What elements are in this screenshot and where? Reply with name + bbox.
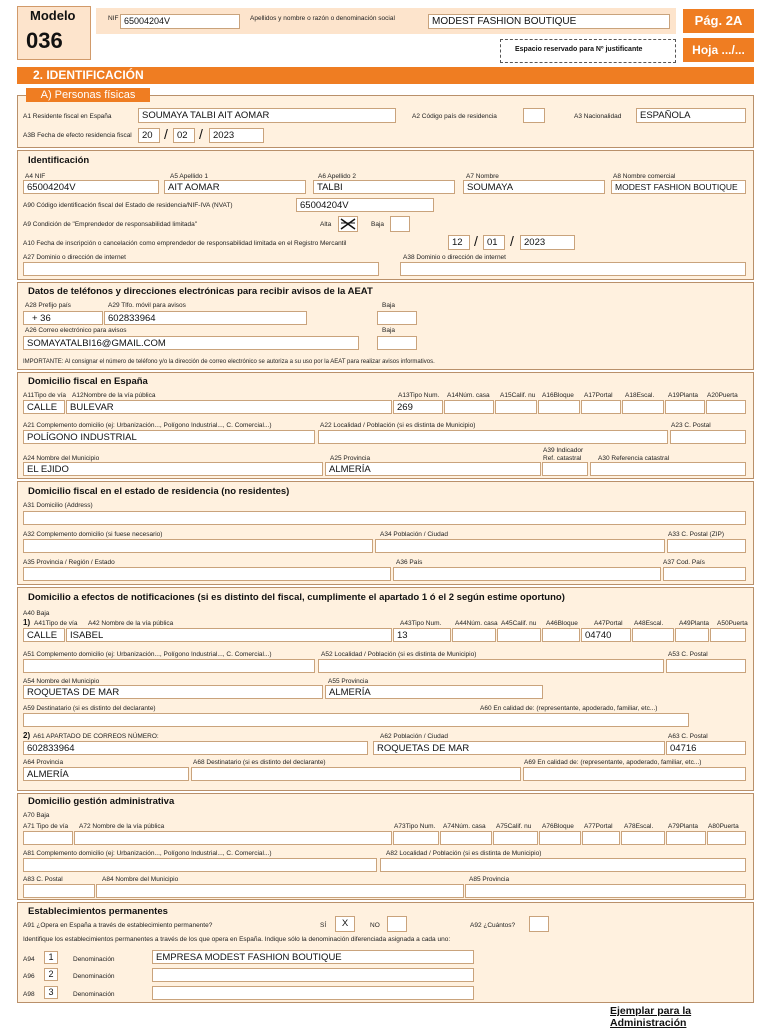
a63-field[interactable]: 04716 [666,741,746,755]
a71-label: A71 Tipo de vía [23,823,69,830]
si-checkbox[interactable]: X [335,916,355,932]
a8-label: A8 Nombre comercial [613,173,676,180]
a45-label: A45Calif. nu [501,620,537,627]
a21-label: A21 Complemento domicilio (ej: Urbanización..., Polígono Industrial..., C. Comercial...) [23,422,272,429]
row-number-1: 1 [44,951,58,964]
a33-label: A33 C. Postal (ZIP) [668,531,724,538]
a73-field[interactable] [393,831,439,845]
a72-label: A72 Nombre de la vía pública [79,823,165,830]
a46-label: A46Bloque [546,620,578,627]
a92-label: A92 ¿Cuántos? [470,922,516,929]
a13-label: A13Tipo Num. [398,392,440,399]
a31-label: A31 Domicilio (Address) [23,502,93,509]
no-label: NO [370,922,380,929]
a10-year[interactable]: 2023 [520,235,575,250]
alta-checkbox[interactable] [338,216,358,232]
section-title: 2. IDENTIFICACIÓN [17,67,754,84]
a10-label: A10 Fecha de inscripción o cancelación como emprendedor de responsabilidad limitada en el Registro Mercantil [23,240,347,247]
a41-field[interactable]: CALLE [23,628,65,642]
a28-field[interactable]: + 36 [23,311,103,325]
a81-field[interactable] [23,858,377,872]
a68-label: A68 Destinatario (si es distinto del declarante) [193,759,326,766]
a29-label: A29 Tlfo. móvil para avisos [108,302,186,309]
a74-label: A74Núm. casa [443,823,486,830]
a79-label: A79Planta [668,823,698,830]
a52-field[interactable] [318,659,664,673]
a45-field[interactable] [497,628,541,642]
a59-label: A59 Destinatario (si es distinto del declarante) [23,705,156,712]
a51-label: A51 Complemento domicilio (ej: Urbanización..., Polígono Industrial..., C. Comercial...) [23,651,272,658]
a11-field[interactable]: CALLE [23,400,65,414]
a43-field[interactable]: 13 [393,628,451,642]
a12-label: A12Nombre de la vía pública [72,392,156,399]
baja-checkbox[interactable] [390,216,410,232]
a52-label: A52 Localidad / Población (si es distinta de Municipio) [321,651,477,658]
a64-field[interactable]: ALMERÍA [23,767,189,781]
a29-baja-checkbox[interactable] [377,311,417,325]
no-checkbox[interactable] [387,916,407,932]
a15-label: A15Calif. nu [500,392,536,399]
a1-field[interactable]: SOUMAYA TALBI AIT AOMAR [138,108,396,123]
a73-label: A73Tipo Num. [394,823,436,830]
a42-field[interactable]: ISABEL [66,628,392,642]
a10-day[interactable]: 12 [448,235,470,250]
a94-code: A94 [23,956,35,963]
modelo-label: Modelo [30,8,76,23]
option-2-label: 2) [23,731,31,740]
a6-field[interactable]: TALBI [313,180,455,194]
a83-field[interactable] [23,884,95,898]
a69-label: A69 En calidad de: (representante, apoderado, familiar, etc...) [524,759,702,766]
a22-field[interactable] [318,430,668,444]
a23-field[interactable] [670,430,746,444]
a15-field[interactable] [495,400,537,414]
baja-label: Baja [382,302,396,309]
denominacion-label: Denominación [73,956,115,963]
a79-field[interactable] [666,831,706,845]
date-slash: / [474,233,478,249]
a24-field[interactable]: EL EJIDO [23,462,323,476]
a76-field[interactable] [539,831,581,845]
a98-code: A98 [23,991,35,998]
reserved-label: Espacio reservado para Nº justificante [515,46,643,53]
a77-field[interactable] [582,831,620,845]
a59-field[interactable] [23,713,689,727]
a14-field[interactable] [444,400,494,414]
a90-field[interactable]: 65004204V [296,198,434,212]
a75-label: A75Calif. nu [496,823,532,830]
a75-field[interactable] [493,831,538,845]
a30-field[interactable] [590,462,746,476]
a96-code: A96 [23,973,35,980]
a61-label: A61 APARTADO DE CORREOS NÚMERO: [33,733,159,740]
domicilio-fiscal-title: Domicilio fiscal en España [28,376,148,387]
a9-label: A9 Condición de "Emprendedor de responsabilidad limitada" [23,221,198,228]
a42-label: A42 Nombre de la vía pública [88,620,174,627]
a13-field[interactable]: 269 [393,400,443,414]
date-slash: / [164,126,168,142]
a94-field[interactable]: EMPRESA MODEST FASHION BOUTIQUE [152,950,474,964]
a76-label: A76Bloque [542,823,574,830]
a40-label: A40 Baja [23,610,50,617]
a68-field[interactable] [191,767,521,781]
alta-label: Alta [320,221,332,228]
identificacion-title: Identificación [28,155,90,166]
denominacion-label: Denominación [73,991,115,998]
a16-field[interactable] [538,400,580,414]
a3-field[interactable]: ESPAÑOLA [636,108,746,123]
a82-field[interactable] [380,858,746,872]
a2-field[interactable] [523,108,545,123]
a2-label: A2 Código país de residencia [412,113,497,120]
name-field[interactable]: MODEST FASHION BOUTIQUE [428,14,670,29]
a6-label: A6 Apellido 2 [318,173,356,180]
a38-label: A38 Dominio o dirección de internet [403,254,506,261]
a96-field[interactable] [152,968,474,982]
a84-field[interactable] [96,884,464,898]
checked-mark-icon [339,217,357,231]
a1-label: A1 Residente fiscal en España [23,113,112,120]
a20-field[interactable] [706,400,746,414]
a44-field[interactable] [452,628,496,642]
a33-field[interactable] [667,539,746,553]
a12-field[interactable]: BULEVAR [66,400,392,414]
a60-label: A60 En calidad de: (representante, apoderado, familiar, etc...) [480,705,658,712]
a85-label: A85 Provincia [469,876,510,883]
a50-field[interactable] [710,628,746,642]
a31-field[interactable] [23,511,746,525]
establecimientos-description: Identifique los establecimientos permanentes a través de los que opera en España. Indique sólo la denominación diferenciada asignada a cada uno: [23,936,451,943]
a41-label: A41Tipo de vía [34,620,78,627]
a64-label: A64 Provincia [23,759,64,766]
a14-label: A14Núm. casa [447,392,490,399]
a3b-label: A3B Fecha de efecto residencia fiscal [23,132,132,139]
a19-label: A19Planta [668,392,698,399]
a77-label: A77Portal [584,823,613,830]
a53-label: A53 C. Postal [668,651,708,658]
a21-field[interactable]: POLÍGONO INDUSTRIAL [23,430,315,444]
footer-copy-label: Ejemplar para la Administración [610,1005,692,1029]
a72-field[interactable] [74,831,392,845]
a17-label: A17Portal [584,392,613,399]
identificacion-block [17,150,754,280]
a91-label: A91 ¿Opera en España a través de establecimiento permanente? [23,922,213,929]
a18-label: A18Escal. [625,392,655,399]
a3-label: A3 Nacionalidad [574,113,622,120]
a37-field[interactable] [663,567,746,581]
name-label: Apellidos y nombre o razón o denominación social [250,15,395,22]
page-indicator: Pág. 2A [683,9,754,33]
a78-field[interactable] [621,831,665,845]
a19-field[interactable] [665,400,705,414]
a62-field[interactable]: ROQUETAS DE MAR [373,741,665,755]
a36-field[interactable] [393,567,661,581]
a47-label: A47Portal [594,620,623,627]
a34-field[interactable] [375,539,665,553]
a32-label: A32 Complemento domicilio (si fuese necesario) [23,531,163,538]
a23-label: A23 C. Postal [671,422,711,429]
modelo-number: 036 [26,28,63,53]
a5-field[interactable]: AIT AOMAR [164,180,306,194]
important-note: IMPORTANTE: Al consignar el número de teléfono y/o la dirección de correo electrónico se autoriza a su uso por la AEAT para realizar avisos informativos. [23,359,435,365]
telefonos-title: Datos de teléfonos y direcciones electrónicas para recibir avisos de la AEAT [28,286,373,297]
a3b-year[interactable]: 2023 [209,128,264,143]
baja-label: Baja [371,221,385,228]
a34-label: A34 Población / Ciudad [380,531,448,538]
option-1-label: 1) [23,618,31,627]
a84-label: A84 Nombre del Municipio [102,876,179,883]
a4-label: A4 NIF [25,173,46,180]
a55-field[interactable]: ALMERÍA [325,685,543,699]
a74-field[interactable] [440,831,492,845]
date-slash: / [510,233,514,249]
a25-field[interactable]: ALMERÍA [325,462,541,476]
a62-label: A62 Población / Ciudad [380,733,448,740]
a55-label: A55 Provincia [328,678,369,685]
a51-field[interactable] [23,659,315,673]
a10-month[interactable]: 01 [483,235,505,250]
a22-label: A22 Localidad / Población (si es distinta de Municipio) [320,422,476,429]
a61-field[interactable]: 602833964 [23,741,368,755]
a47-field[interactable]: 04740 [581,628,631,642]
gestion-title: Domicilio gestión administrativa [28,796,175,807]
si-label: SÍ [320,922,327,929]
a8-field[interactable]: MODEST FASHION BOUTIQUE [611,180,746,194]
a63-label: A63 C. Postal [668,733,708,740]
row-number-3: 3 [44,986,58,999]
subsection-title: A) Personas físicas [26,88,150,102]
a17-field[interactable] [581,400,621,414]
a54-field[interactable]: ROQUETAS DE MAR [23,685,323,699]
no-residentes-title: Domicilio fiscal en el estado de residencia (no residentes) [28,486,290,497]
hoja-indicator: Hoja .../... [683,38,754,62]
a30-label: A30 Referencia catastral [598,455,670,462]
a39b-label: Ref. catastral [543,455,582,462]
a5-label: A5 Apellido 1 [170,173,208,180]
a11-label: A11Tipo de vía [23,392,66,399]
a35-label: A35 Provincia / Región / Estado [23,559,115,566]
a82-label: A82 Localidad / Población (si es distinta de Municipio) [386,850,542,857]
a7-label: A7 Nombre [466,173,499,180]
a28-label: A28 Prefijo país [25,302,71,309]
a39-label: A39 Indicador [543,447,584,454]
a85-field[interactable] [465,884,746,898]
a32-field[interactable] [23,539,373,553]
a25-label: A25 Provincia [330,455,371,462]
a43-label: A43Tipo Num. [400,620,442,627]
a83-label: A83 C. Postal [23,876,63,883]
a26-label: A26 Correo electrónico para avisos [25,327,127,334]
a3b-day[interactable]: 20 [138,128,160,143]
a27-label: A27 Dominio o dirección de internet [23,254,126,261]
a48-label: A48Escal. [634,620,664,627]
a46-field[interactable] [542,628,580,642]
a18-field[interactable] [622,400,664,414]
a26-baja-checkbox[interactable] [377,336,417,350]
a48-field[interactable] [632,628,674,642]
date-slash: / [199,126,203,142]
a81-label: A81 Complemento domicilio (ej: Urbanización..., Polígono Industrial..., C. Comercial...) [23,850,272,857]
a36-label: A36 País [396,559,423,566]
a7-field[interactable]: SOUMAYA [463,180,605,194]
row-number-2: 2 [44,968,58,981]
a38-field[interactable] [400,262,746,276]
a29-field[interactable]: 602833964 [104,311,307,325]
denominacion-label: Denominación [73,973,115,980]
a20-label: A20Puerta [707,392,738,399]
establecimientos-title: Establecimientos permanentes [28,906,168,917]
a80-field[interactable] [707,831,746,845]
a3b-month[interactable]: 02 [173,128,195,143]
a78-label: A78Escal. [624,823,654,830]
a54-label: A54 Nombre del Municipio [23,678,100,685]
a69-field[interactable] [523,767,746,781]
a35-field[interactable] [23,567,391,581]
a71-field[interactable] [23,831,73,845]
a49-field[interactable] [675,628,709,642]
nif-field[interactable]: 65004204V [120,14,240,29]
a90-label: A90 Código identificación fiscal del Estado de residencia/NIF-IVA (NVAT) [23,202,233,209]
a49-label: A49Planta [679,620,709,627]
a44-label: A44Núm. casa [455,620,498,627]
a70-label: A70 Baja [23,812,50,819]
a53-field[interactable] [666,659,746,673]
a24-label: A24 Nombre del Municipio [23,455,100,462]
a98-field[interactable] [152,986,474,1000]
nif-label: NIF [108,15,119,22]
a39-field[interactable] [542,462,588,476]
a37-label: A37 Cod. País [663,559,705,566]
a50-label: A50Puerta [717,620,748,627]
baja-label: Baja [382,327,396,334]
a4-field[interactable]: 65004204V [23,180,159,194]
a16-label: A16Bloque [542,392,574,399]
a27-field[interactable] [23,262,379,276]
notificaciones-title: Domicilio a efectos de notificaciones (si es distinto del fiscal, cumplimente el apartado 1 ó el 2 según estime oportuno) [28,592,565,603]
a26-field[interactable]: SOMAYATALBI16@GMAIL.COM [23,336,359,350]
a92-field[interactable] [529,916,549,932]
a80-label: A80Puerta [708,823,739,830]
